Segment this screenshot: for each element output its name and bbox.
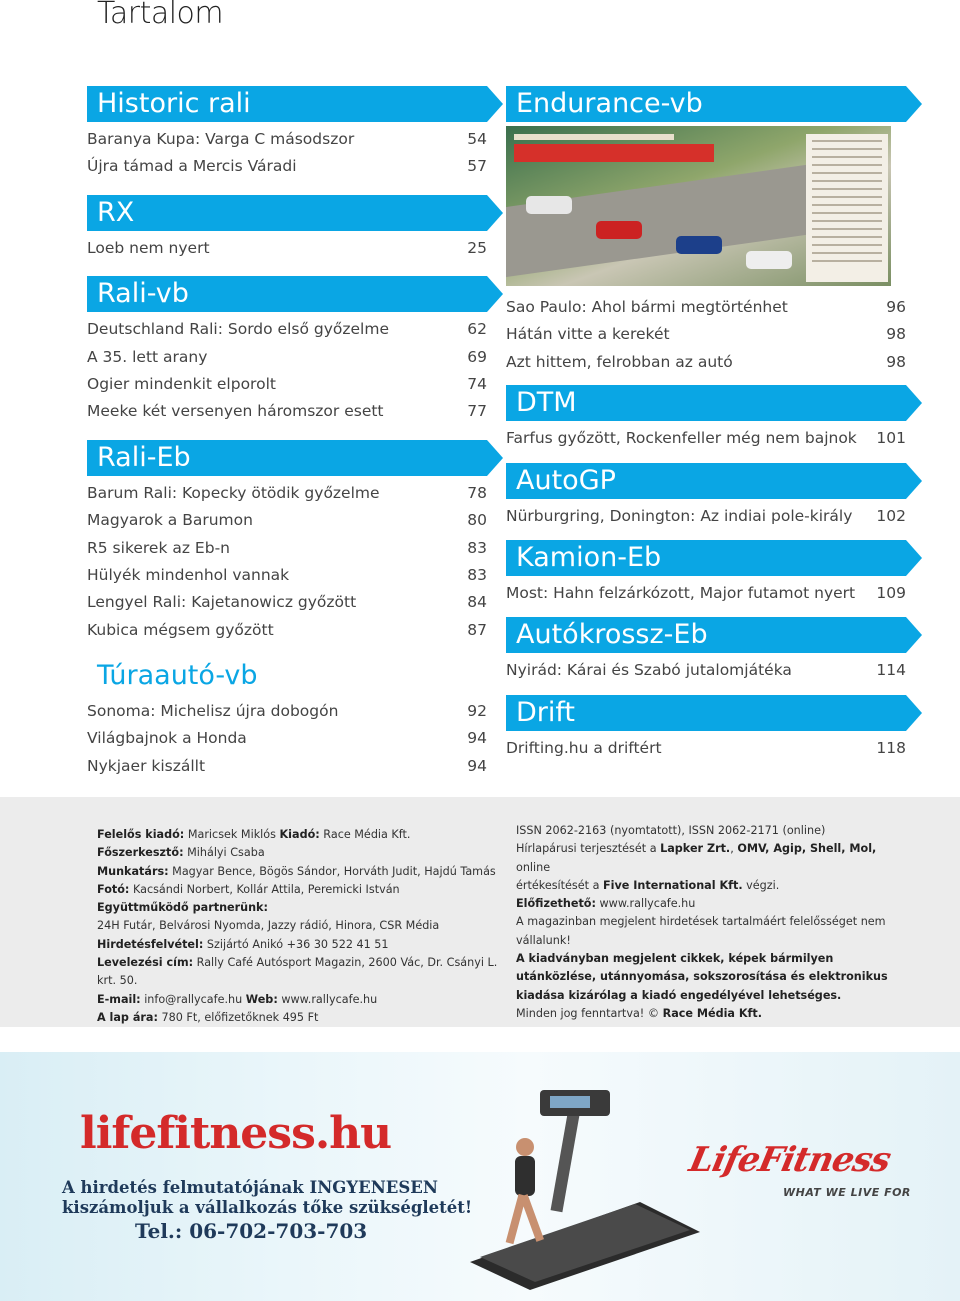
credit-line: 24H Futár, Belvárosi Nyomda, Jazzy rádió, Hinora, CSR Média [97,919,440,933]
credit-line: Főszerkesztő: Mihályi Csaba [97,846,265,860]
credit-line: Munkatárs: Magyar Bence, Bögös Sándor, Horváth Judit, Hajdú Tamás [97,864,496,878]
section-heading: Historic rali [87,86,487,122]
credit-line: E-mail: info@rallycafe.hu Web: www.rallycafe.hu [97,992,378,1006]
entry-page-number: 114 [876,661,906,680]
section-heading: AutoGP [506,463,906,499]
entry-title: Hülyék mindenhol vannak [87,565,290,584]
entry-page-number: 94 [467,756,487,775]
ad-line-1: A hirdetés felmutatójának INGYENESEN [62,1178,438,1197]
toc-entry[interactable] [87,753,487,780]
left-column [87,86,487,780]
entry-title: Hátán vitte a kerekét [506,325,670,344]
entry-title: Nürburgring, Donington: Az indiai pole-király [506,506,853,525]
toc-entry[interactable] [87,617,487,644]
toc-entry[interactable] [87,698,487,725]
subscription-line: Előfizethető: www.rallycafe.hu [516,897,696,911]
entry-title: Most: Hahn felzárkózott, Major futamot nyert [506,583,856,602]
entry-title: Ogier mindenkit elporolt [87,374,276,393]
entry-page-number: 74 [467,374,487,393]
toc-entry[interactable] [87,480,487,507]
entry-page-number: 98 [886,352,906,371]
entry-title: Lengyel Rali: Kajetanowicz győzött [87,593,357,612]
ad-site-title: lifefitness.hu [80,1108,392,1159]
credit-line: Levelezési cím: Rally Café Autósport Magazin, 2600 Vác, Dr. Csányi L. krt. 50. [97,956,498,988]
section-heading: DTM [506,385,906,421]
entry-page-number: 77 [467,402,487,421]
entry-title: Nykjaer kiszállt [87,756,206,775]
disclaimer: A magazinban megjelent hirdetések tartalmáért felelősséget nem vállalunk! [516,915,886,947]
entry-title: Meeke két versenyen háromszor esett [87,402,384,421]
entry-page-number: 54 [467,130,487,148]
entry-title: Baranya Kupa: Varga C másodszor [87,130,355,148]
toc-entry[interactable] [87,371,487,398]
section-heading: RX [87,195,487,231]
sales-line: értékesítését a Five International Kft. végzi. [516,878,780,892]
entry-page-number: 62 [467,320,487,339]
entry-title: Magyarok a Barumon [87,511,253,530]
toc-entry[interactable] [87,153,487,180]
credits-left [97,826,507,1027]
entry-page-number: 80 [467,511,487,530]
entry-page-number: 57 [467,157,487,176]
toc-entry[interactable] [87,235,487,262]
entry-page-number: 101 [876,429,906,448]
page-title: Tartalom [97,0,224,31]
entry-page-number: 25 [467,238,487,257]
toc-entry[interactable] [87,725,487,752]
toc-entry[interactable] [506,503,906,530]
entry-title: A 35. lett arany [87,347,208,366]
entry-page-number: 78 [467,483,487,502]
toc-entry[interactable] [87,507,487,534]
entry-page-number: 87 [467,620,487,639]
credit-line: Együttműködő partnerünk: [97,901,268,915]
distribution-line: Hírlapárusi terjesztését a Lapker Zrt., OMV, Agip, Shell, Mol, online [516,842,877,874]
toc-entry[interactable] [87,344,487,371]
entry-title: Sao Paulo: Ahol bármi megtörténhet [506,298,788,316]
credit-line: Felelős kiadó: Maricsek Miklós Kiadó: Race Média Kft. [97,828,411,841]
section-heading: Rali-Eb [87,440,487,476]
entry-page-number: 109 [876,583,906,602]
entry-page-number: 102 [876,506,906,525]
entry-title: Nyirád: Kárai és Szabó jutalomjátéka [506,661,792,680]
toc-entry[interactable] [87,398,487,425]
ad-line-2: kiszámoljuk a vállalkozás tőke szükségletét! [62,1198,473,1217]
toc-entry[interactable] [87,589,487,616]
entry-title: Sonoma: Michelisz újra dobogón [87,702,339,721]
entry-page-number: 98 [886,325,906,344]
entry-page-number: 83 [467,565,487,584]
entry-title: Deutschland Rali: Sordo első győzelme [87,320,389,339]
entry-title: Barum Rali: Kopecky ötödik győzelme [87,483,380,502]
rights-line: Minden jog fenntartva! © Race Média Kft. [516,1006,763,1020]
section-heading: Autókrossz-Eb [506,617,906,653]
entry-page-number: 83 [467,538,487,557]
entry-title: Kubica mégsem győzött [87,620,274,639]
section-heading: Túraautó-vb [97,660,258,692]
toc-entry[interactable] [506,657,906,684]
copyright-notice: A kiadványban megjelent cikkek, képek bármilyen utánközlése, utánnyomása, sokszorosítása és elektronikus kiadása kizárólag a kiadó engedélyével lehetséges. [516,952,888,1002]
section-heading: Drift [506,695,906,731]
toc-entry[interactable] [87,562,487,589]
credit-line: Hirdetésfelvétel: Szijártó Anikó +36 30 522 41 51 [97,937,389,951]
section-heading: Rali-vb [87,276,487,312]
credits-right [516,822,896,1023]
entry-title: Drifting.hu a driftért [506,738,662,757]
toc-entry[interactable] [506,425,906,452]
entry-title: Újra támad a Mercis Váradi [87,157,297,176]
entry-page-number: 94 [467,729,487,748]
entry-title: Világbajnok a Honda [87,729,247,748]
entry-page-number: 118 [876,738,906,757]
article-preview-image [506,126,891,286]
credit-line: Fotó: Kacsándi Norbert, Kollár Attila, Peremicki István [97,882,400,896]
entry-title: Loeb nem nyert [87,238,210,257]
toc-entry[interactable] [506,294,906,321]
toc-entry[interactable] [506,349,906,376]
toc-entry[interactable] [506,321,906,348]
section-heading: Endurance-vb [506,86,906,122]
toc-entry[interactable] [506,735,906,762]
issn-line: ISSN 2062-2163 (nyomtatott), ISSN 2062-2171 (online) [516,824,826,837]
section-heading: Kamion-Eb [506,540,906,576]
ad-tagline: WHAT WE LIVE FOR [783,1186,911,1199]
entry-page-number: 92 [467,702,487,721]
entry-page-number: 69 [467,347,487,366]
credit-line: A lap ára: 780 Ft, előfizetőknek 495 Ft [97,1010,319,1024]
entry-title: R5 sikerek az Eb-n [87,538,230,557]
ad-phone: Tel.: 06-702-703-703 [135,1219,368,1243]
toc-entry[interactable] [87,126,487,153]
entry-title: Farfus győzött, Rockenfeller még nem bajnok [506,429,857,448]
toc-entry[interactable] [506,580,906,607]
toc-entry[interactable] [87,535,487,562]
lifefitness-logo: LifeFitness [685,1140,894,1180]
right-column [506,86,906,762]
entry-page-number: 96 [886,298,906,316]
entry-page-number: 84 [467,593,487,612]
toc-entry[interactable] [87,316,487,343]
entry-title: Azt hittem, felrobban az autó [506,352,733,371]
